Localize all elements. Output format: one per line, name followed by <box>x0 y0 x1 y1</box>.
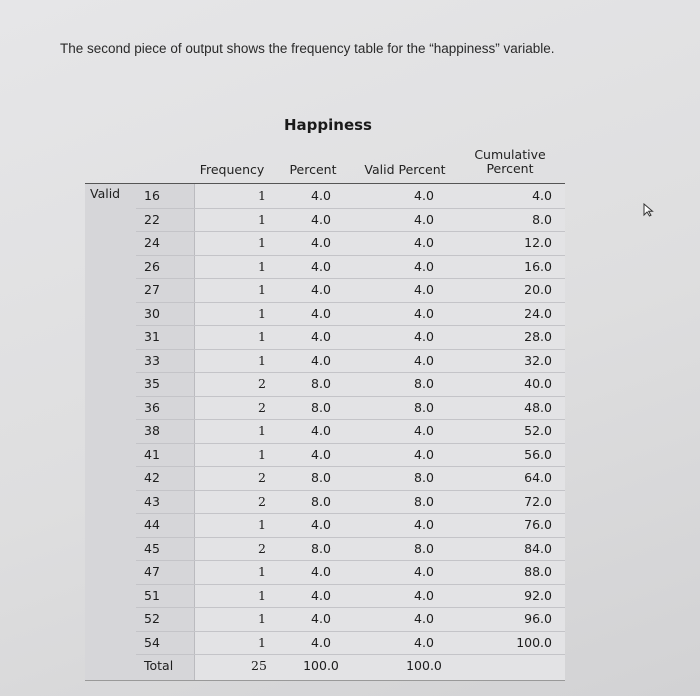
table-row <box>136 443 565 468</box>
row-valid-percent: 4.0 <box>414 634 434 650</box>
row-value: 45 <box>144 540 160 556</box>
row-value: 30 <box>144 305 160 321</box>
table-row <box>136 396 565 421</box>
row-value: Total <box>144 658 174 673</box>
row-valid-percent: 8.0 <box>414 399 434 415</box>
row-percent: 8.0 <box>311 376 331 391</box>
row-cumulative-percent: 32.0 <box>524 352 552 368</box>
mouse-pointer-icon <box>642 203 656 217</box>
row-frequency: 1 <box>258 188 266 203</box>
row-value: 41 <box>144 446 160 462</box>
row-value: 54 <box>144 634 160 650</box>
row-valid-percent: 4.0 <box>414 258 434 274</box>
row-value: 31 <box>144 329 160 344</box>
table-row <box>136 607 565 632</box>
row-percent: 4.0 <box>311 446 331 462</box>
row-frequency: 2 <box>258 493 266 509</box>
table-row <box>136 349 565 374</box>
table-row <box>136 255 565 280</box>
row-percent: 4.0 <box>311 634 331 650</box>
row-cumulative-percent: 16.0 <box>524 258 552 274</box>
table-row <box>136 278 565 303</box>
row-frequency: 1 <box>258 211 266 227</box>
row-percent: 4.0 <box>311 329 331 344</box>
row-valid-percent: 4.0 <box>414 305 434 321</box>
row-cumulative-percent: 24.0 <box>524 305 552 321</box>
row-cumulative-percent: 20.0 <box>524 282 552 297</box>
row-cumulative-percent: 4.0 <box>532 188 552 203</box>
row-percent: 4.0 <box>311 258 331 274</box>
header-cumulative-percent: Cumulative Percent <box>474 147 546 176</box>
row-valid-percent: 4.0 <box>414 611 434 626</box>
row-percent: 4.0 <box>311 211 331 227</box>
row-percent: 4.0 <box>311 352 331 368</box>
row-frequency: 1 <box>258 329 266 344</box>
row-value: 16 <box>144 188 160 203</box>
table-row <box>136 231 565 256</box>
header-frequency: Frequency <box>199 162 265 177</box>
row-value: 35 <box>144 376 160 391</box>
row-percent: 4.0 <box>311 282 331 297</box>
row-percent: 4.0 <box>311 188 331 203</box>
row-frequency: 1 <box>258 587 266 603</box>
table-row <box>136 631 565 656</box>
row-value: 33 <box>144 352 160 368</box>
row-cumulative-percent: 8.0 <box>532 211 552 227</box>
row-value: 42 <box>144 470 160 485</box>
row-cumulative-percent: 48.0 <box>524 399 552 415</box>
row-cumulative-percent: 40.0 <box>524 376 552 391</box>
row-frequency: 1 <box>258 634 266 650</box>
row-frequency: 1 <box>258 258 266 274</box>
row-frequency: 2 <box>258 470 266 485</box>
row-frequency: 2 <box>258 376 266 391</box>
row-cumulative-percent: 56.0 <box>524 446 552 462</box>
table-row <box>136 584 565 609</box>
row-valid-percent: 4.0 <box>414 423 434 438</box>
table-row <box>136 208 565 233</box>
row-percent: 8.0 <box>311 493 331 509</box>
row-cumulative-percent: 100.0 <box>516 634 552 650</box>
row-valid-percent: 100.0 <box>406 658 442 673</box>
row-valid-percent: 4.0 <box>414 329 434 344</box>
row-frequency: 1 <box>258 611 266 626</box>
table-row <box>136 302 565 327</box>
row-cumulative-percent: 88.0 <box>524 564 552 579</box>
row-frequency: 1 <box>258 517 266 532</box>
header-percent: Percent <box>289 162 337 177</box>
row-valid-percent: 4.0 <box>414 235 434 250</box>
table-row <box>136 325 565 350</box>
row-cumulative-percent: 96.0 <box>524 611 552 626</box>
row-frequency: 1 <box>258 423 266 438</box>
row-valid-percent: 4.0 <box>414 446 434 462</box>
row-value: 38 <box>144 423 160 438</box>
table-bottom-border <box>85 680 565 681</box>
row-percent: 4.0 <box>311 517 331 532</box>
row-valid-percent: 8.0 <box>414 540 434 556</box>
row-cumulative-percent: 64.0 <box>524 470 552 485</box>
row-percent: 4.0 <box>311 587 331 603</box>
row-frequency: 25 <box>251 658 267 673</box>
frequency-table <box>85 184 565 680</box>
row-frequency: 2 <box>258 540 266 556</box>
row-frequency: 2 <box>258 399 266 415</box>
row-frequency: 1 <box>258 282 266 297</box>
row-value: 26 <box>144 258 160 274</box>
row-cumulative-percent: 76.0 <box>524 517 552 532</box>
row-value: 24 <box>144 235 160 250</box>
row-valid-percent: 8.0 <box>414 470 434 485</box>
row-value: 22 <box>144 211 160 227</box>
row-percent: 4.0 <box>311 564 331 579</box>
table-total-row <box>136 654 565 678</box>
row-percent: 8.0 <box>311 540 331 556</box>
table-row <box>136 537 565 562</box>
row-value: 27 <box>144 282 160 297</box>
table-title: Happiness <box>283 116 372 134</box>
row-valid-percent: 4.0 <box>414 188 434 203</box>
table-row <box>136 490 565 515</box>
row-valid-percent: 4.0 <box>414 587 434 603</box>
row-percent: 8.0 <box>311 399 331 415</box>
table-row <box>136 419 565 444</box>
table-row <box>136 184 565 209</box>
row-value: 52 <box>144 611 160 626</box>
row-cumulative-percent: 72.0 <box>524 493 552 509</box>
row-valid-percent: 4.0 <box>414 211 434 227</box>
row-cumulative-percent: 52.0 <box>524 423 552 438</box>
caption-text: The second piece of output shows the frequency table for the “happiness” variable. <box>60 41 555 56</box>
row-value: 36 <box>144 399 160 415</box>
table-row <box>136 513 565 538</box>
row-valid-percent: 4.0 <box>414 282 434 297</box>
row-valid-percent: 4.0 <box>414 564 434 579</box>
row-valid-percent: 8.0 <box>414 493 434 509</box>
row-percent: 4.0 <box>311 423 331 438</box>
row-percent: 8.0 <box>311 470 331 485</box>
row-value: 47 <box>144 564 160 579</box>
row-percent: 4.0 <box>311 611 331 626</box>
row-cumulative-percent: 12.0 <box>524 235 552 250</box>
row-valid-percent: 4.0 <box>414 352 434 368</box>
table-row <box>136 560 565 585</box>
row-frequency: 1 <box>258 235 266 250</box>
row-cumulative-percent: 28.0 <box>524 329 552 344</box>
row-value: 44 <box>144 517 160 532</box>
row-frequency: 1 <box>258 564 266 579</box>
row-frequency: 1 <box>258 446 266 462</box>
row-valid-percent: 4.0 <box>414 517 434 532</box>
row-value: 43 <box>144 493 160 509</box>
row-cumulative-percent: 84.0 <box>524 540 552 556</box>
row-percent: 4.0 <box>311 305 331 321</box>
row-frequency: 1 <box>258 352 266 368</box>
row-percent: 100.0 <box>303 658 339 673</box>
row-frequency: 1 <box>258 305 266 321</box>
header-valid-percent: Valid Percent <box>364 162 446 177</box>
row-percent: 4.0 <box>311 235 331 250</box>
valid-label: Valid <box>90 186 121 201</box>
row-valid-percent: 8.0 <box>414 376 434 391</box>
table-row <box>136 466 565 491</box>
row-cumulative-percent: 92.0 <box>524 587 552 603</box>
table-row <box>136 372 565 397</box>
row-value: 51 <box>144 587 160 603</box>
